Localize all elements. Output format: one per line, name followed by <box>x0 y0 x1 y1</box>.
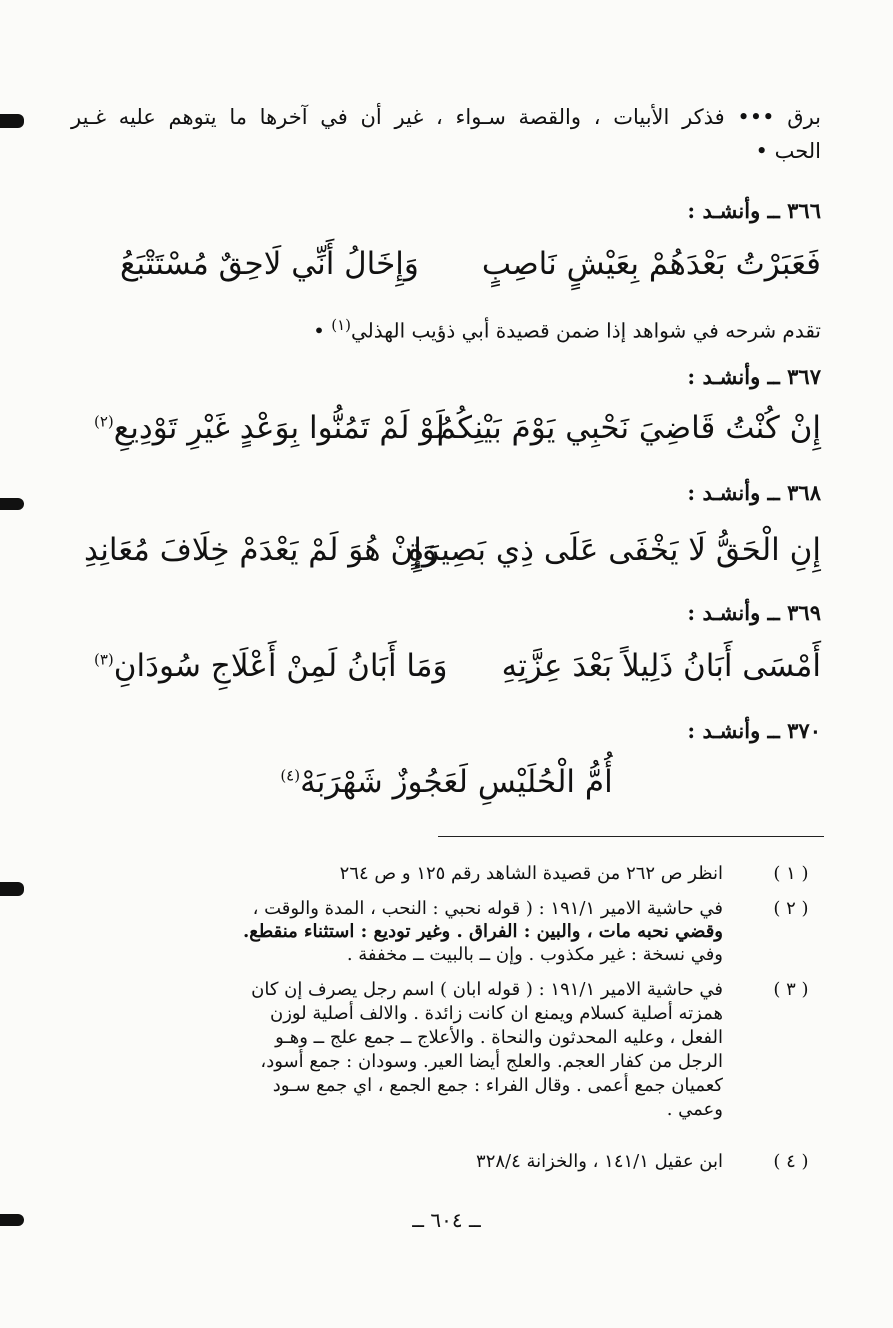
verse-text: وَمَا أَبَانُ لَمِنْ أَعْلَاجِ سُودَانِ <box>113 648 448 684</box>
footnote-line: وعمي . <box>666 1099 723 1120</box>
verse-right-hemistich: إِنِ الْحَقُّ لَا يَخْفَى عَلَى ذِي بَصِيرَةٍ <box>407 532 821 568</box>
footnote-line: كعميان جمع أعمى . وقال الفراء : جمع الجمع ، اي جمع سـود <box>272 1075 723 1096</box>
verse-line <box>84 532 821 576</box>
footnote-ref: (٢) <box>94 412 114 431</box>
footnote-number: ( ٣ ) <box>773 979 809 1000</box>
footnote-line: وقضي نحبه مات ، والبين : الفراق . وغير توديع : استثناء منقطع. <box>243 921 723 942</box>
footnote-line: في حاشية الامير ١٩١/١ : ( قوله ابان ) اسم رجل يصرف إن كان <box>251 979 723 1000</box>
verse-line <box>94 648 821 692</box>
footnote-line: همزته أصلية كسلام ويمنع ان كانت زائدة . والالف أصلية لوزن <box>269 1003 723 1024</box>
footnote <box>71 897 821 966</box>
footnote-ref: (١) <box>331 316 352 334</box>
intro-paragraph <box>71 100 821 168</box>
verse-right-hemistich: إِنْ كُنْتُ قَاضِيَ نَحْبِي يَوْمَ بَيْنِكُمُ <box>436 410 821 446</box>
footnote-ref: (٤) <box>280 766 301 785</box>
verse-right-hemistich: أَمْسَى أَبَانُ ذَلِيلاً بَعْدَ عِزَّتِهِ <box>501 648 821 684</box>
footnote-line: الرجل من كفار العجم. والعلج أيضا العير. وسودان : جمع أسود، <box>260 1051 723 1072</box>
entry-heading: ٣٦٦ ــ وأنشـد : <box>687 198 821 223</box>
footnote-line: الفعل ، وعليه المحدثون والنحاة . والأعلاج ــ جمع علج ــ وهـو <box>275 1027 723 1048</box>
footnote <box>71 1150 821 1173</box>
footnote-number: ( ٢ ) <box>773 898 809 919</box>
page-number: ــ ٦٠٤ ــ <box>412 1208 481 1232</box>
footnote-line: في حاشية الامير ١٩١/١ : ( قوله نحبي : النحب ، المدة والوقت ، <box>252 898 723 919</box>
footnote-line: انظر ص ٢٦٢ من قصيدة الشاهد رقم ١٢٥ و ص ٢٦٤ <box>339 863 723 884</box>
entry-explanation <box>313 316 821 343</box>
footnote <box>71 978 821 1122</box>
footnote-number: ( ١ ) <box>773 863 809 884</box>
verse-left-hemistich: وَإِنْ هُوَ لَمْ يَعْدَمْ خِلَافَ مُعَانِدِ <box>84 532 437 568</box>
verse-left-hemistich <box>94 410 445 446</box>
entry-heading: ٣٦٧ ــ وأنشـد : <box>687 364 821 389</box>
entry-heading: ٣٦٨ ــ وأنشـد : <box>687 480 821 505</box>
footnote-line: ابن عقيل ١٤١/١ ، والخزانة ٣٢٨/٤ <box>476 1151 723 1172</box>
entry-heading: ٣٧٠ ــ وأنشـد : <box>687 718 821 743</box>
verse-left-hemistich <box>94 648 447 684</box>
scan-edge-mark <box>0 498 24 510</box>
explanation-end-dot: • <box>313 318 332 343</box>
verse-left-hemistich: وَإِخَالُ أَنِّي لَاحِقٌ مُسْتَتْبَعُ <box>120 246 419 282</box>
verse-line <box>120 246 821 290</box>
footnote-number: ( ٤ ) <box>773 1151 809 1172</box>
verse-text: أُمُّ الْحُلَيْسِ لَعَجُوزٌ شَهْرَبَهْ <box>300 764 613 800</box>
footnote-line: وفي نسخة : غير مكذوب . وإن ــ بالبيت ــ مخففة . <box>346 944 723 965</box>
intro-line: الحب • <box>755 139 821 163</box>
verse-single-line <box>0 764 893 800</box>
intro-line: برق ••• فذكر الأبيات ، والقصة سـواء ، غير أن في آخرها ما يتوهم عليه غـير <box>71 105 821 129</box>
verse-text: لَوْ لَمْ تَمُنُّوا بِوَعْدٍ غَيْرِ تَوْدِيعِ <box>113 410 445 446</box>
entry-heading: ٣٦٩ ــ وأنشـد : <box>687 600 821 625</box>
explanation-text: تقدم شرحه في شواهد إذا ضمن قصيدة أبي ذؤيب الهذلي <box>351 318 821 343</box>
verse-right-hemistich: فَعَبَرْتُ بَعْدَهُمْ بِعَيْشٍ نَاصِبٍ <box>481 246 821 282</box>
footnote <box>71 862 821 885</box>
scan-edge-mark <box>0 882 24 896</box>
footnote-ref: (٣) <box>94 650 114 669</box>
footnote-separator <box>438 836 824 837</box>
verse-line <box>94 410 821 454</box>
scan-edge-mark <box>0 114 24 128</box>
